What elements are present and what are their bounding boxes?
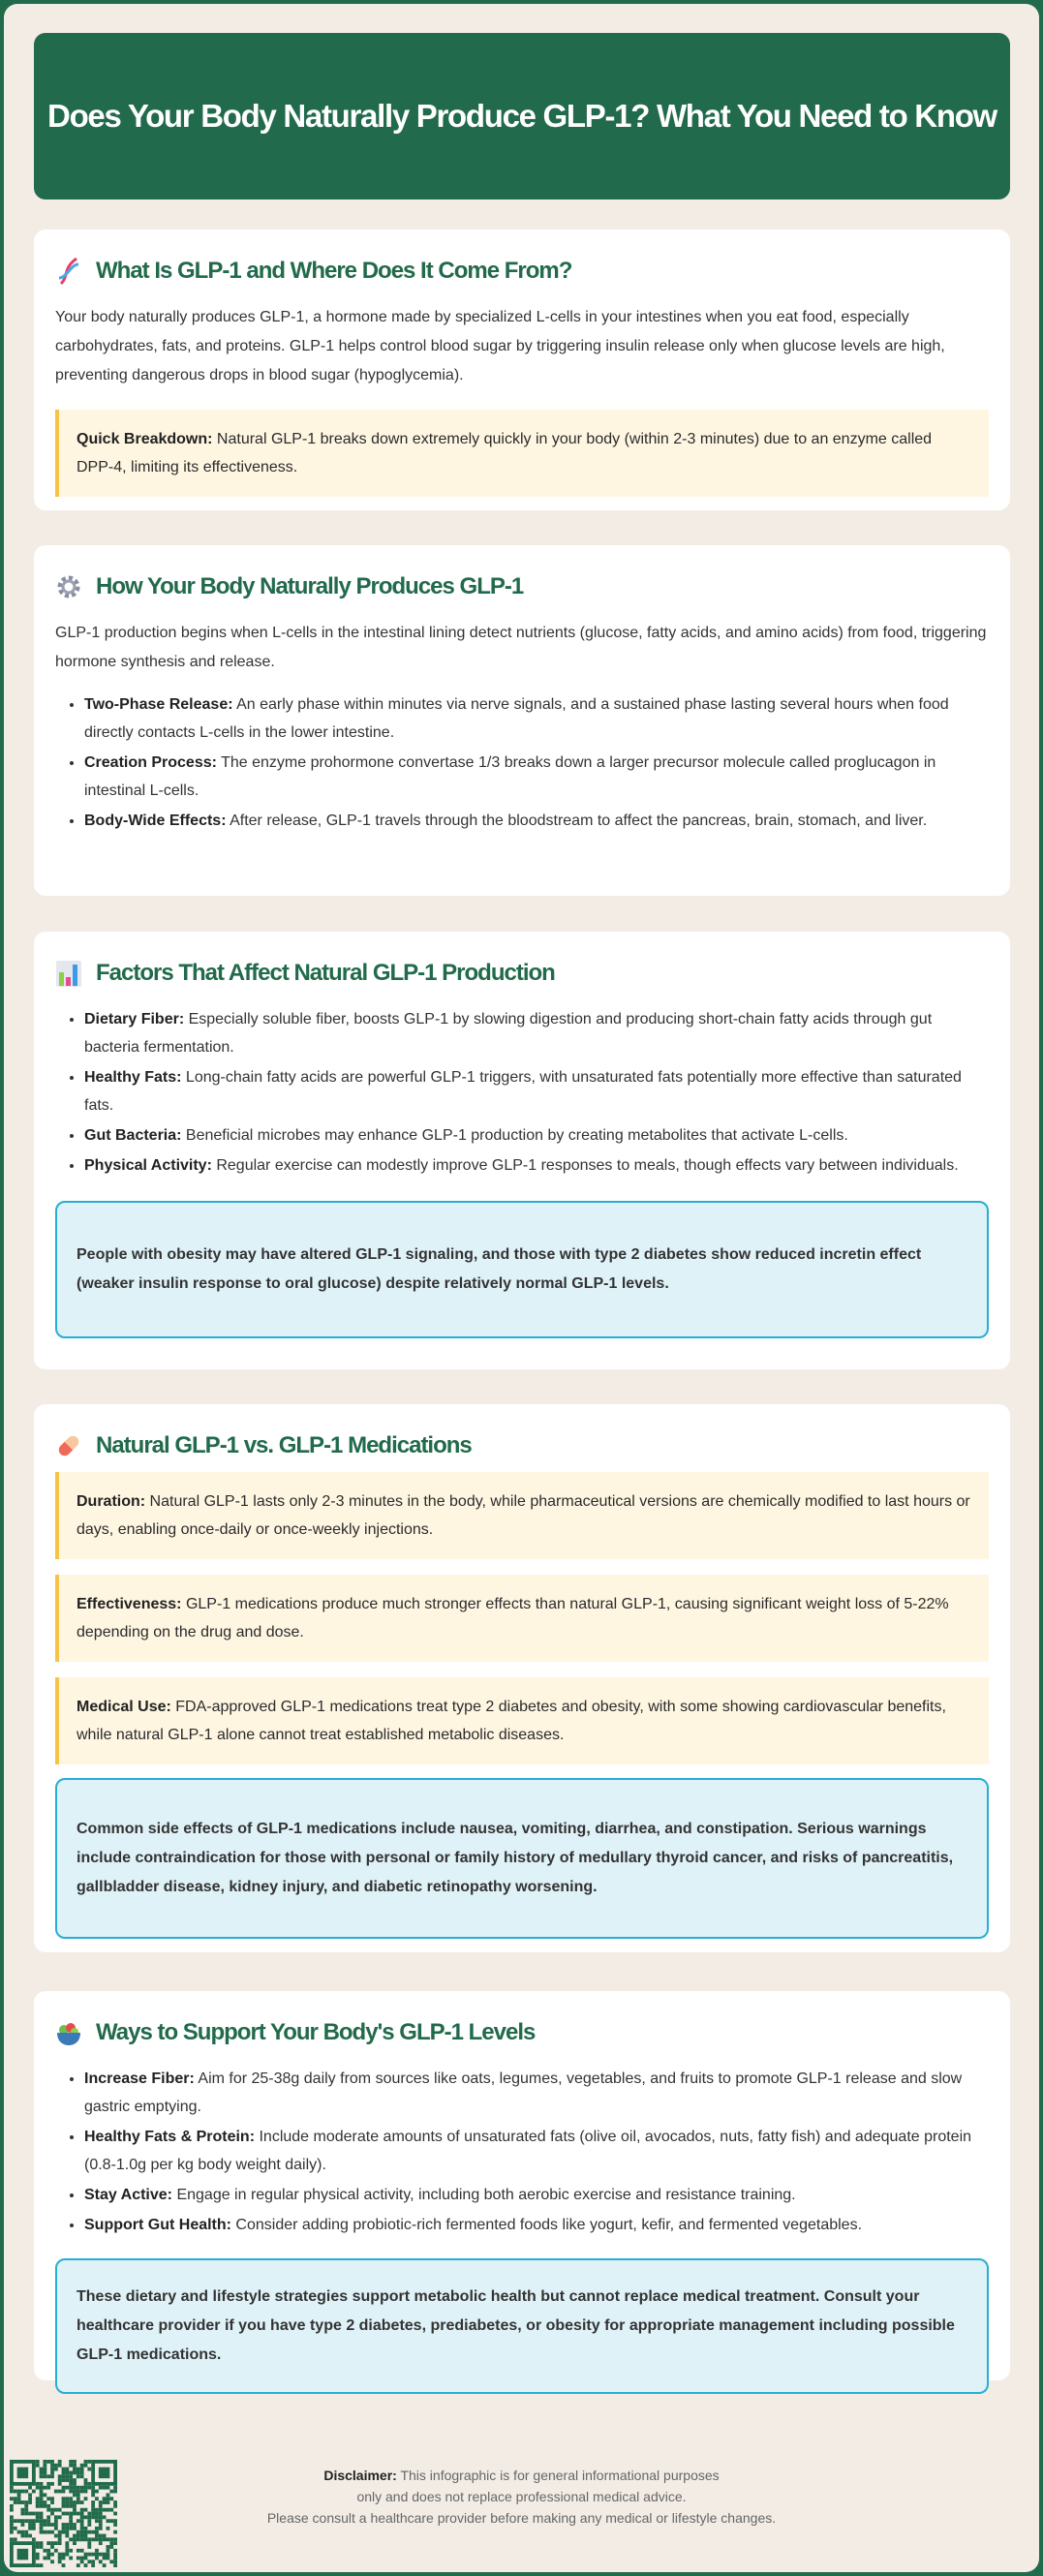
item-text: Especially soluble fiber, boosts GLP-1 by slowing digestion and producing short-chain fatty acids through gut bacteria fermentation. — [84, 1011, 933, 1056]
item-text: Include moderate amounts of unsaturated fats (olive oil, avocados, nuts, fatty fish) and adequate protein (0.8-1.0g per kg body weight daily). — [84, 2129, 972, 2173]
item-label: Physical Activity: — [84, 1157, 212, 1174]
list-item — [84, 690, 989, 747]
item-label: Increase Fiber: — [84, 2070, 195, 2087]
effectiveness-note — [55, 1575, 989, 1662]
disclaimer — [0, 2455, 1043, 2529]
list-item — [84, 2123, 989, 2179]
item-text: The enzyme prohormone convertase 1/3 breaks down a larger precursor molecule called proglucagon in intestinal L-cells. — [84, 754, 936, 799]
section-heading — [55, 959, 989, 988]
note-text: FDA-approved GLP-1 medications treat type 2 diabetes and obesity, with some showing cardiovascular benefits, while natural GLP-1 alone cannot treat established metabolic diseases. — [77, 1699, 946, 1743]
section-title: How Your Body Naturally Produces GLP-1 — [96, 573, 524, 599]
note-label: Effectiveness: — [77, 1596, 182, 1612]
item-text: An early phase within minutes via nerve signals, and a sustained phase lasting several hours when food directly contacts L-cells in the lower intestine. — [84, 696, 949, 741]
section-what-is-glp1 — [34, 230, 1010, 510]
list-item — [84, 1151, 989, 1180]
bar-chart-icon — [55, 959, 82, 988]
section-heading — [55, 1431, 989, 1460]
qr-code[interactable] — [10, 2460, 117, 2567]
duration-note — [55, 1472, 989, 1559]
item-text: Long-chain fatty acids are powerful GLP-1 triggers, with unsaturated fats potentially more effective than saturated fats. — [84, 1069, 962, 1114]
list-item — [84, 2065, 989, 2121]
list-item — [84, 2181, 989, 2209]
title-banner — [34, 33, 1010, 199]
item-label: Healthy Fats & Protein: — [84, 2129, 256, 2145]
section-heading — [55, 572, 989, 601]
item-label: Two-Phase Release: — [84, 696, 233, 713]
item-label: Support Gut Health: — [84, 2217, 231, 2233]
info-callout: People with obesity may have altered GLP-1 signaling, and those with type 2 diabetes show reduced incretin effect (weaker insulin response to oral glucose) despite relatively normal GLP-1 levels. — [55, 1201, 989, 1338]
bullet-list — [84, 1005, 989, 1180]
bullet-list — [84, 2065, 989, 2239]
item-text: Regular exercise can modestly improve GLP-1 responses to meals, though effects vary between individuals. — [211, 1157, 959, 1174]
disclaimer-text: This infographic is for general informational purposes — [396, 2468, 720, 2483]
side-effects-callout: Common side effects of GLP-1 medications include nausea, vomiting, diarrhea, and constipation. Serious warnings include contraindication for those with personal or family history of medullary thyroid cancer, and risks of pancreatitis, gallbladder disease, kidney injury, and diabetic retinopathy worsening. — [55, 1778, 989, 1939]
note-text: Natural GLP-1 lasts only 2-3 minutes in the body, while pharmaceutical versions are chemically modified to last hours or days, enabling once-daily or once-weekly injections. — [77, 1493, 970, 1538]
quick-breakdown-note — [55, 410, 989, 497]
list-item — [84, 1121, 989, 1150]
item-label: Creation Process: — [84, 754, 217, 771]
section-how-produced — [34, 545, 1010, 896]
page-title: Does Your Body Naturally Produce GLP-1? What You Need to Know — [47, 98, 997, 134]
item-label: Gut Bacteria: — [84, 1127, 182, 1144]
salad-icon — [55, 2018, 82, 2047]
section-title: Factors That Affect Natural GLP-1 Production — [96, 960, 555, 986]
note-label: Medical Use: — [77, 1699, 171, 1715]
section-natural-vs-medications — [34, 1404, 1010, 1952]
disclaimer-line: Please consult a healthcare provider before making any medical or lifestyle changes. — [266, 2510, 777, 2526]
advice-callout: These dietary and lifestyle strategies support metabolic health but cannot replace medical treatment. Consult your healthcare provider if you have type 2 diabetes, prediabetes, or obesity for appropriate management including possible GLP-1 medications. — [55, 2258, 989, 2394]
list-item — [84, 807, 989, 835]
list-item — [84, 749, 989, 805]
section-title: Ways to Support Your Body's GLP-1 Levels — [96, 2019, 536, 2045]
note-label: Quick Breakdown: — [77, 431, 213, 447]
bullet-list — [84, 690, 989, 835]
dna-icon — [55, 257, 82, 286]
medical-use-note — [55, 1677, 989, 1764]
list-item — [84, 2211, 989, 2239]
section-body: GLP-1 production begins when L-cells in the intestinal lining detect nutrients (glucose, fatty acids, and amino acids) from food, triggering hormone synthesis and release. — [55, 625, 987, 670]
section-title: Natural GLP-1 vs. GLP-1 Medications — [96, 1432, 472, 1458]
note-text: GLP-1 medications produce much stronger effects than natural GLP-1, causing significant weight loss of 5-22% depending on the drug and dose. — [77, 1596, 949, 1641]
gear-icon — [55, 572, 82, 601]
note-text: Natural GLP-1 breaks down extremely quickly in your body (within 2-3 minutes) due to an enzyme called DPP-4, limiting its effectiveness. — [77, 431, 933, 475]
section-body: Your body naturally produces GLP-1, a hormone made by specialized L-cells in your intestines when you eat food, especially carbohydrates, fats, and proteins. GLP-1 helps control blood sugar by triggering insulin release only when glucose levels are high, preventing dangerous drops in blood sugar (hypoglycemia). — [55, 309, 945, 383]
section-ways-to-support — [34, 1991, 1010, 2380]
list-item — [84, 1005, 989, 1061]
item-text: Engage in regular physical activity, including both aerobic exercise and resistance training. — [172, 2187, 796, 2203]
page-frame — [4, 4, 1039, 2572]
item-label: Stay Active: — [84, 2187, 172, 2203]
list-item — [84, 1063, 989, 1119]
disclaimer-line — [0, 2465, 1043, 2486]
disclaimer-line: only and does not replace professional medical advice. — [356, 2489, 687, 2504]
section-title: What Is GLP-1 and Where Does It Come From? — [96, 258, 572, 284]
section-heading — [55, 2018, 989, 2047]
item-text: After release, GLP-1 travels through the bloodstream to affect the pancreas, brain, stomach, and liver. — [226, 813, 928, 829]
section-heading — [55, 257, 989, 286]
note-label: Duration: — [77, 1493, 146, 1510]
item-label: Healthy Fats: — [84, 1069, 182, 1086]
item-text: Consider adding probiotic-rich fermented foods like yogurt, kefir, and fermented vegetables. — [230, 2217, 863, 2233]
item-text: Aim for 25-38g daily from sources like oats, legumes, vegetables, and fruits to promote GLP-1 release and slow gastric emptying. — [84, 2070, 963, 2115]
disclaimer-label: Disclaimer: — [323, 2468, 397, 2483]
item-label: Body-Wide Effects: — [84, 813, 227, 829]
section-factors — [34, 932, 1010, 1369]
item-text: Beneficial microbes may enhance GLP-1 production by creating metabolites that activate L-cells. — [181, 1127, 848, 1144]
item-label: Dietary Fiber: — [84, 1011, 185, 1027]
pill-icon — [55, 1431, 82, 1460]
